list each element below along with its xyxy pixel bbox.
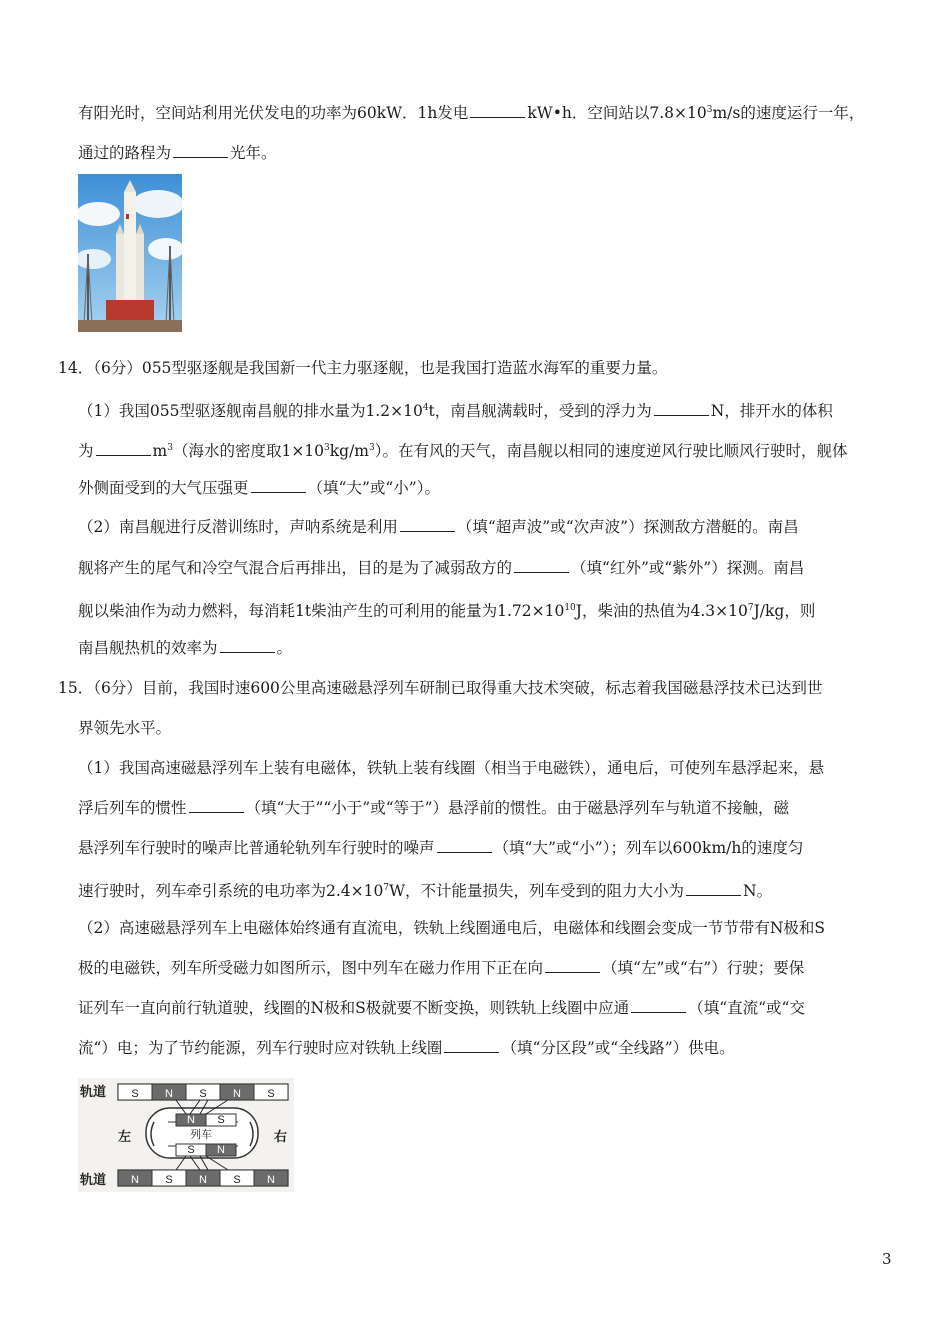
- answer-blank[interactable]: [437, 838, 492, 853]
- left-label: 左: [118, 1129, 132, 1144]
- q15-heading: 15．（6分）目前，我国时速600公里高速磁悬浮列车研制已取得重大技术突破，标志着我国磁悬浮技术已达到世: [58, 679, 823, 697]
- q15-part2-line-2: 极的电磁铁，列车所受磁力如图所示，图中列车在磁力作用下正在向 （填“左”或“右”）行驶；要保: [78, 959, 805, 977]
- pole-label: N: [217, 1144, 225, 1156]
- q15-part1-line-4: 速行驶时，列车牵引系统的电功率为$2.4\times 10^7W$，不计能量损失，列车受到的阻力大小为 N。: [78, 882, 773, 900]
- pole-label: N: [199, 1174, 207, 1186]
- answer-blank[interactable]: [251, 478, 306, 493]
- pole-label: N: [267, 1174, 275, 1186]
- pole-label: S: [187, 1144, 195, 1156]
- bottom-track: [118, 1170, 288, 1186]
- answer-blank[interactable]: [631, 998, 686, 1013]
- right-label: 右: [274, 1129, 288, 1144]
- q15-part2-line-1: （2）高速磁悬浮列车上电磁体始终通有直流电，铁轨上线圈通电后，电磁体和线圈会变成一节节带有N极和S: [78, 919, 826, 937]
- q14-part2-line-1: （2）南昌舰进行反潜训练时，声呐系统是利用 （填“超声波”或“次声波”）探测敌方潜艇的。南昌: [78, 518, 799, 536]
- answer-blank[interactable]: [220, 638, 275, 653]
- q14-heading: 14．（6分）055型驱逐舰是我国新一代主力驱逐舰，也是我国打造蓝水海军的重要力量。: [58, 359, 668, 377]
- page-number: 3: [882, 1250, 892, 1268]
- answer-blank[interactable]: [545, 958, 600, 973]
- q14-part2-line-3: 舰以柴油作为动力燃料，每消耗1t柴油产生的可利用的能量为$1.72\times 10^{10}J$，柴油的热值为$4.3\times 10^7J/kg$，则: [78, 602, 816, 620]
- pole-label: N: [165, 1088, 173, 1100]
- q15-part1-line-3: 悬浮列车行驶时的噪声比普通轮轨列车行驶时的噪声 （填“大”或“小”）；列车以600km/h的速度匀: [78, 839, 804, 857]
- track-label-top: 轨道: [80, 1084, 107, 1099]
- answer-blank[interactable]: [470, 103, 525, 118]
- answer-blank[interactable]: [654, 401, 709, 416]
- q15-part1-line-1: （1）我国高速磁悬浮列车上装有电磁体，铁轨上装有线圈（相当于电磁铁），通电后，可使列车悬浮起来，悬: [78, 759, 825, 777]
- q14-part2-line-2: 舰将产生的尾气和冷空气混合后再排出，目的是为了减弱敌方的 （填“红外”或“紫外”）探测。南昌: [78, 559, 805, 577]
- answer-blank[interactable]: [189, 798, 244, 813]
- track-label-bottom: 轨道: [80, 1172, 107, 1187]
- pole-label: N: [131, 1174, 139, 1186]
- maglev-diagram: [78, 1078, 294, 1192]
- train-body: [146, 1108, 258, 1158]
- q13-line-1: 有阳光时，空间站利用光伏发电的功率为60kW．1h发电 kW•h．空间站以$7.8\times 10^3m/s$的速度运行一年，: [78, 104, 865, 122]
- q15-heading-line-2: 界领先水平。: [78, 719, 172, 737]
- answer-blank[interactable]: [400, 517, 455, 532]
- answer-blank[interactable]: [514, 558, 569, 573]
- pole-label: N: [187, 1114, 195, 1126]
- answer-blank[interactable]: [444, 1038, 499, 1053]
- pole-label: S: [267, 1088, 275, 1100]
- answer-blank[interactable]: [173, 143, 228, 158]
- q14-part1-line-1: （1）我国055型驱逐舰南昌舰的排水量为$1.2\times 10^4t$，南昌舰满载时，受到的浮力为 N，排开水的体积: [78, 402, 833, 420]
- train-label: 列车: [190, 1129, 212, 1141]
- q15-part2-line-4: 流“）电；为了节约能源，列车行驶时应对铁轨上线圈 （填“分区段”或“全线路”）供电。: [78, 1039, 735, 1057]
- pole-label: S: [165, 1174, 173, 1186]
- answer-blank[interactable]: [686, 881, 741, 896]
- q14-part1-line-3: 外侧面受到的大气压强更 （填“大”或“小”）。: [78, 479, 440, 497]
- q14-part2-line-4: 南昌舰热机的效率为 。: [78, 639, 293, 657]
- q15-part1-line-2: 浮后列车的惯性 （填“大于”“小于”或“等于”）悬浮前的惯性。由于磁悬浮列车与轨道不接触，磁: [78, 799, 790, 817]
- q14-part1-line-2: 为 $m^3$（海水的密度取$1\times 10^3kg/m^3$）。在有风的天气，南昌舰以相同的速度逆风行驶比顺风行驶时，舰体: [78, 442, 848, 460]
- pole-label: S: [233, 1174, 241, 1186]
- pole-label: S: [131, 1088, 139, 1100]
- pole-label: S: [217, 1114, 225, 1126]
- rocket-launch-image: [78, 174, 182, 332]
- q15-part2-line-3: 证列车一直向前行轨道驶，线圈的N极和S极就要不断变换，则铁轨上线圈中应通 （填“直流“或“交: [78, 999, 805, 1017]
- pole-label: S: [199, 1088, 207, 1100]
- answer-blank[interactable]: [96, 441, 151, 456]
- pole-label: N: [233, 1088, 241, 1100]
- q13-line-2: 通过的路程为 光年。: [78, 144, 277, 162]
- top-track: [118, 1084, 288, 1100]
